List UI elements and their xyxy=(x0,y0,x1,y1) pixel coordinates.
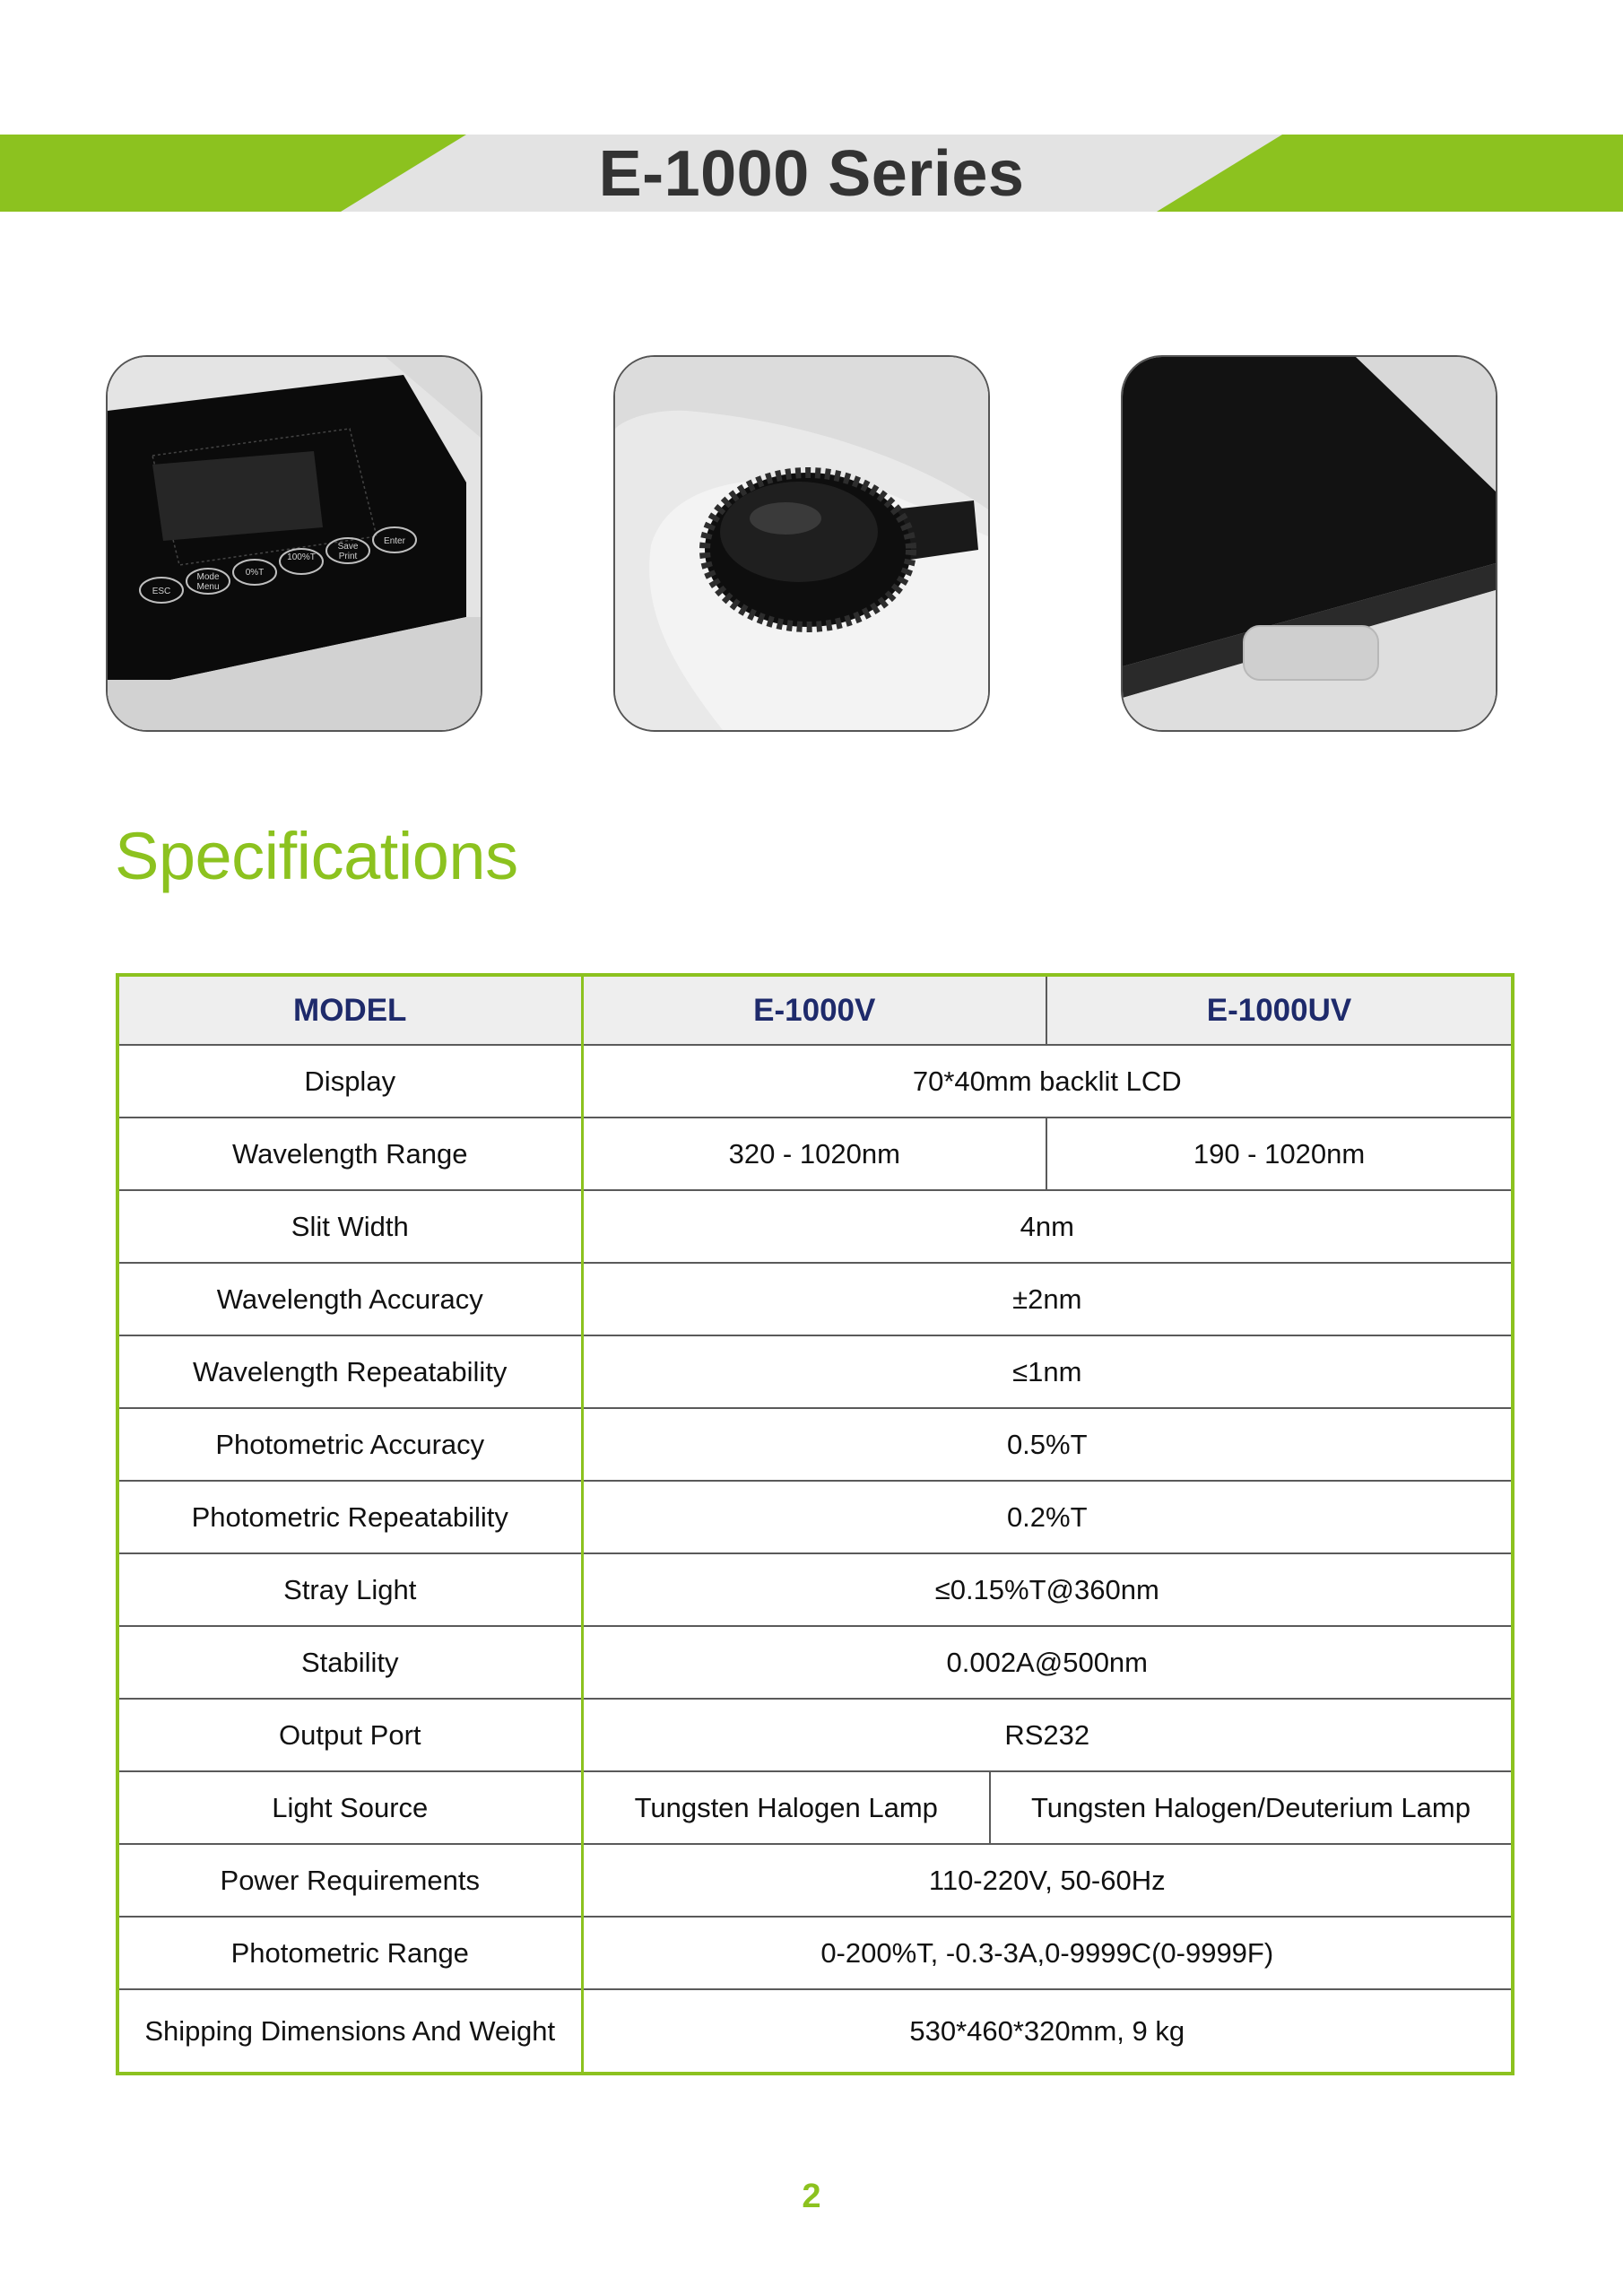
svg-text:Enter: Enter xyxy=(384,536,405,546)
svg-text:0%T: 0%T xyxy=(245,568,265,578)
spec-label: Display xyxy=(117,1045,582,1118)
table-row xyxy=(117,1917,1513,1989)
spec-value: ≤1nm xyxy=(582,1335,1513,1408)
spec-value-e1000v: 320 - 1020nm xyxy=(582,1118,1046,1190)
spec-label: Stray Light xyxy=(117,1553,582,1626)
svg-text:Save: Save xyxy=(337,542,359,552)
svg-text:Mode: Mode xyxy=(196,572,220,582)
spec-value: 530*460*320mm, 9 kg xyxy=(582,1989,1513,2074)
table-row xyxy=(117,1335,1513,1408)
spec-value-e1000v: Tungsten Halogen Lamp xyxy=(582,1771,990,1844)
control-panel-photo xyxy=(106,355,482,732)
spec-label: Photometric Repeatability xyxy=(117,1481,582,1553)
model-header: MODEL xyxy=(117,975,582,1045)
table-header-row xyxy=(117,975,1513,1045)
specifications-table xyxy=(116,973,1515,2075)
svg-text:Print: Print xyxy=(338,552,358,561)
spec-label: Wavelength Repeatability xyxy=(117,1335,582,1408)
spec-value: 0-200%T, -0.3-3A,0-9999C(0-9999F) xyxy=(582,1917,1513,1989)
spec-label: Output Port xyxy=(117,1699,582,1771)
table-row xyxy=(117,1699,1513,1771)
spec-value: ≤0.15%T@360nm xyxy=(582,1553,1513,1626)
specifications-heading: Specifications xyxy=(115,819,518,893)
svg-text:Menu: Menu xyxy=(196,582,220,592)
table-row xyxy=(117,1844,1513,1917)
model-e1000uv-header: E-1000UV xyxy=(1046,975,1513,1045)
spec-label: Light Source xyxy=(117,1771,582,1844)
spec-value: ±2nm xyxy=(582,1263,1513,1335)
spec-value: 70*40mm backlit LCD xyxy=(582,1045,1513,1118)
table-row xyxy=(117,1989,1513,2074)
page-title: E-1000 Series xyxy=(598,138,1025,210)
spec-value: 0.5%T xyxy=(582,1408,1513,1481)
spec-value: 0.002A@500nm xyxy=(582,1626,1513,1699)
table-row xyxy=(117,1771,1513,1844)
table-row xyxy=(117,1626,1513,1699)
spec-label: Wavelength Range xyxy=(117,1118,582,1190)
spec-label: Stability xyxy=(117,1626,582,1699)
sample-knob-photo xyxy=(613,355,990,732)
spec-label: Photometric Range xyxy=(117,1917,582,1989)
spec-value-e1000uv: Tungsten Halogen/Deuterium Lamp xyxy=(990,1771,1513,1844)
table-row xyxy=(117,1045,1513,1118)
esc-key-label: ESC xyxy=(152,587,171,596)
table-row xyxy=(117,1553,1513,1626)
table-row xyxy=(117,1118,1513,1190)
svg-text:100%T: 100%T xyxy=(287,552,316,562)
spec-value: 0.2%T xyxy=(582,1481,1513,1553)
page-number: 2 xyxy=(802,2178,821,2215)
spec-value-e1000uv: 190 - 1020nm xyxy=(1046,1118,1513,1190)
spec-label: Photometric Accuracy xyxy=(117,1408,582,1481)
spec-label: Shipping Dimensions And Weight xyxy=(117,1989,582,2074)
table-row xyxy=(117,1408,1513,1481)
table-row xyxy=(117,1190,1513,1263)
spec-label: Slit Width xyxy=(117,1190,582,1263)
table-row xyxy=(117,1263,1513,1335)
spec-value: 4nm xyxy=(582,1190,1513,1263)
sample-compartment-lid-photo xyxy=(1121,355,1497,732)
table-row xyxy=(117,1481,1513,1553)
spec-label: Power Requirements xyxy=(117,1844,582,1917)
model-e1000v-header: E-1000V xyxy=(582,975,1046,1045)
spec-label: Wavelength Accuracy xyxy=(117,1263,582,1335)
spec-value: RS232 xyxy=(582,1699,1513,1771)
spec-value: 110-220V, 50-60Hz xyxy=(582,1844,1513,1917)
